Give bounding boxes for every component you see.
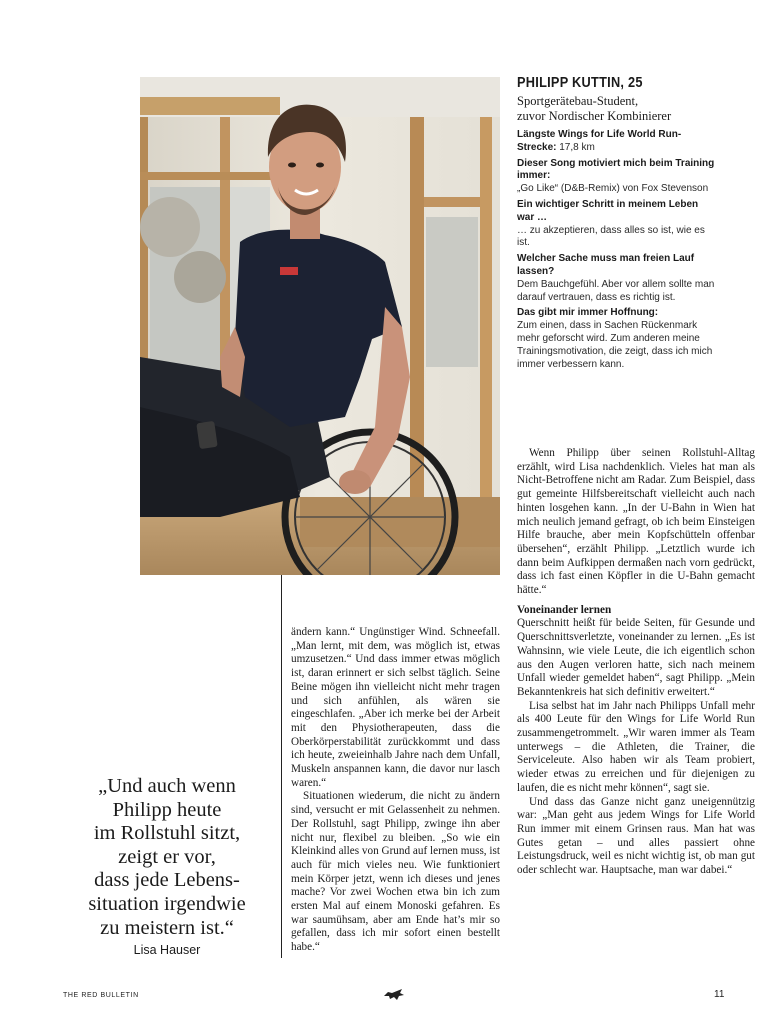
publication-name: THE RED BULLETIN (63, 992, 139, 999)
qa-question: Welcher Sache muss man freien Lauf lassen? (517, 253, 695, 277)
article-column-right (517, 447, 755, 878)
man-in-wheelchair-illustration (140, 77, 500, 575)
pull-quote-line: zu meistern ist.“ (100, 916, 234, 939)
qa-item (517, 158, 717, 196)
pull-quote-line: zeigt er vor, (118, 845, 216, 868)
pull-quote-line: Philipp heute (112, 798, 222, 821)
article-photo (140, 77, 500, 575)
article-column-middle (291, 626, 500, 955)
pull-quote-line: im Rollstuhl sitzt, (93, 822, 241, 845)
page-number: 11 (714, 989, 725, 1000)
profile-subtitle-line: Sportgerätebau-Student, (517, 94, 639, 108)
pull-quote-author: Lisa Hauser (133, 943, 201, 957)
qa-question: Längste Wings for Life World Run-Strecke: (517, 129, 682, 153)
profile-subtitle-line: zuvor Nordischer Kombinierer (517, 109, 672, 123)
pull-quote-line: situation irgendwie (88, 892, 246, 915)
article-paragraph: Wenn Philipp über seinen Rollstuhl-Alltag erzählt, wird Lisa nachdenklich. Vieles hat man als Nicht-Betroffene nicht am Radar. Zum Beispiel, dass gut gemeinte Hilfsbereitschaft vielleicht auch nach hinten losgehen kann. „In der U-Bahn in Wien hat mich neulich jemand gefragt, ob ich beim Einsteigen Hilfe brauche, aber mein Kopfschütteln offenbar übersehen“, erzählt Philipp. „Letztlich wurde ich dann beim Aufkippen dermaßen nach vorn gedrückt, dass ich fast einen Köpfler in die U-Bahn gemacht hätte.“ (517, 447, 755, 597)
qa-answer: Dem Bauchgefühl. Aber vor allem sollte man darauf vertrauen, dass es richtig ist. (517, 278, 715, 303)
article-paragraph: Querschnitt heißt für beide Seiten, für Gesunde und Querschnittsverletzte, voneinander zu lernen. „Es ist Wahnsinn, wie viele Leute, die ich eigentlich schon aus den Augen verloren hatte, sich nach meinem Unfall wieder gemeldet haben“, sagt Philipp. „Mein Bekanntenkreis hat sich definitiv erweitert.“ (517, 617, 755, 698)
qa-answer: Zum einen, dass in Sachen Rückenmark mehr geforscht wird. Zum anderen meine Trainingsmotivation, die zeigt, dass ich mich immer verbessern kann. (517, 320, 713, 370)
qa-question: Das gibt mir immer Hoffnung: (517, 307, 659, 319)
qa-item (517, 253, 717, 304)
article-paragraph: Situationen wiederum, die nicht zu ändern sind, versucht er mit Gelassenheit zu nehmen. Der Rollstuhl, sagt Philipp, zwinge ihn aber nicht nur, flexibel zu bleiben. „So wie ein Kleinkind alles von Grund auf lernen muss, ist auch für mich vieles neu. Wie funktioniert mein Körper jetzt, wenn ich dieses und jenes mache? Vor zwei Wochen etwa bin ich zum ersten Mal auf einem Monoski gefahren. Es war saumühsam, aber am Ende hat’s mir so gefallen, dass ich mir sofort einen bestellt habe.“ (291, 790, 500, 954)
article-subheading: Voneinander lernen (517, 603, 612, 616)
qa-question: Dieser Song motiviert mich beim Training immer: (517, 157, 715, 182)
qa-question: Ein wichtiger Schritt in meinem Leben war … (517, 198, 699, 223)
profile-subtitle (517, 94, 717, 124)
qa-answer: 17,8 km (556, 141, 595, 153)
pull-quote-line: dass jede Lebens- (94, 869, 240, 892)
profile-box (517, 73, 717, 374)
bull-logo-icon (383, 988, 405, 1001)
qa-answer: „Go Like“ (D&B-Remix) von Fox Stevenson (517, 183, 709, 195)
article-paragraph: Und dass das Ganze nicht ganz uneigennützig war: „Man geht aus jedem Wings for Life World Run immer mit einem Grinsen raus. Man hat was Gutes getan – und alles passiert ohne Leistungsdruck, weil es nicht wichtig ist, ob man gut oder schlecht war. Hauptsache, man war dabei.“ (517, 795, 755, 877)
column-divider (281, 575, 282, 958)
qa-item (517, 129, 717, 155)
article-paragraph: Lisa selbst hat im Jahr nach Philipps Unfall mehr als 400 Leute für den Wings for Life World Run zusammengetrommelt. „Wir waren immer als Team unterwegs – die Athleten, die Trainer, die Serviceleute. Also haben wir als Team probiert, wieder etwas zu erreichen und für diejenigen zu laufen, die es nicht mehr können“, sagt sie. (517, 699, 755, 794)
qa-item (517, 199, 717, 250)
qa-item (517, 307, 717, 371)
pull-quote (58, 775, 276, 940)
profile-name: PHILIPP KUTTIN, 25 (517, 75, 643, 91)
article-paragraph: ändern kann.“ Ungünstiger Wind. Schneefall. „Man lernt, mit dem, was möglich ist, etwas umzusetzen.“ Und dass immer etwas möglich ist, daran erinnert er sich selbst täglich. Seine Beine mögen ihn vielleicht nicht mehr tragen und sich anfühlen, als wären sie eingeschlafen. „Aber ich merke bei der Arbeit mit den Physiotherapeuten, dass die Oberkörperstabilität zurückkommt und dass ich heute, zweieinhalb Jahre nach dem Unfall, Muskeln anspannen kann, die davor nur lasch waren.“ (291, 626, 500, 789)
qa-answer: … zu akzeptieren, dass alles so ist, wie es ist. (517, 224, 705, 249)
pull-quote-line: „Und auch wenn (98, 775, 236, 797)
